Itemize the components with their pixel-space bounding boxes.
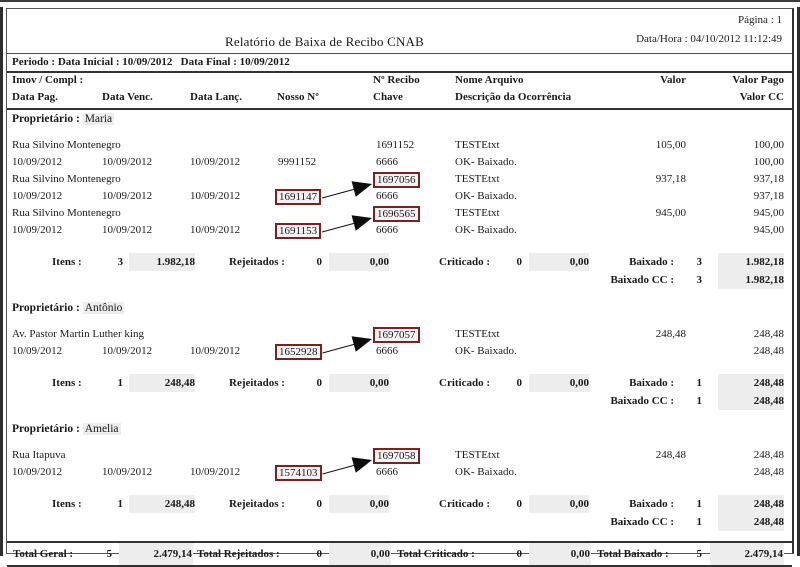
periodo-final: Data Final : 10/09/2012 — [180, 56, 290, 68]
summary-amt-itens: 1.982,18 — [129, 253, 195, 271]
cell-n-recibo-highlighted: 1697057 — [373, 327, 420, 343]
cell-valor-cc: 100,00 — [753, 156, 784, 168]
group-summary-row — [7, 374, 792, 392]
cell-chave: 6666 — [376, 156, 398, 168]
cell-imovel: Av. Pastor Martin Luther king — [12, 328, 144, 340]
grand-amt-total-rejeitados: 0,00 — [329, 543, 391, 565]
cell-chave: 6666 — [376, 190, 398, 202]
window-left-border — [0, 0, 3, 556]
summary-amt-baixado: 1.982,18 — [718, 253, 784, 271]
summary-amt-rejeitados: 0,00 — [329, 495, 389, 513]
cell-nosso-n-highlighted: 1691147 — [275, 189, 321, 205]
table-row — [7, 326, 792, 343]
group-owner-name: Amelia — [84, 423, 119, 435]
col-header-chave: Chave — [373, 91, 403, 103]
cell-n-recibo-highlighted: 1696565 — [373, 206, 420, 222]
group-summary-row — [7, 495, 792, 513]
cell-valor-pago: 248,48 — [753, 449, 784, 461]
cell-nome-arquivo: TESTEtxt — [455, 139, 500, 151]
periodo-inicial: Data Inicial : 10/09/2012 — [57, 56, 173, 68]
summary-amt-baixado-cc: 248,48 — [718, 392, 784, 410]
col-header-valor: Valor — [660, 74, 686, 86]
table-row — [7, 447, 792, 464]
cell-valor-cc: 248,48 — [753, 466, 784, 478]
window-top-border — [0, 0, 800, 7]
col-header-descricao: Descrição da Ocorrência — [455, 91, 572, 103]
summary-qty-rejeitados: 0 — [316, 377, 322, 389]
summary-amt-criticado: 0,00 — [529, 495, 589, 513]
summary-label-baixado: Baixado : — [629, 377, 674, 389]
table-row — [7, 154, 792, 171]
periodo-bar — [7, 54, 792, 71]
summary-label-rejeitados: Rejeitados : — [229, 256, 285, 268]
group-owner-name: Antônio — [84, 302, 123, 314]
group-summary-row — [7, 253, 792, 271]
cell-chave: 6666 — [376, 224, 398, 236]
cell-data-lanc: 10/09/2012 — [190, 345, 241, 357]
summary-qty-baixado-cc: 1 — [696, 395, 702, 407]
grand-label-total-baixado: Total Baixado : — [597, 548, 669, 560]
summary-amt-criticado: 0,00 — [529, 253, 589, 271]
group-summary-row-cc — [7, 392, 792, 410]
grand-qty-total-baixado: 5 — [696, 548, 702, 560]
summary-qty-criticado: 0 — [516, 377, 522, 389]
cell-data-pag: 10/09/2012 — [12, 190, 63, 202]
cell-descricao: OK- Baixado. — [455, 156, 517, 168]
group-owner-label: Proprietário : — [12, 302, 83, 314]
cell-valor: 937,18 — [655, 173, 686, 185]
cell-nome-arquivo: TESTEtxt — [455, 328, 500, 340]
summary-qty-itens: 1 — [117, 498, 123, 510]
col-header-valor-pago: Valor Pago — [732, 74, 784, 86]
cell-imovel: Rua Itapuva — [12, 449, 66, 461]
col-header-n-recibo: Nº Recibo — [373, 74, 420, 86]
cell-descricao: OK- Baixado. — [455, 190, 517, 202]
col-header-nome-arquivo: Nome Arquivo — [455, 74, 524, 86]
cell-chave: 6666 — [376, 345, 398, 357]
cell-descricao: OK- Baixado. — [455, 345, 517, 357]
summary-label-criticado: Criticado : — [439, 498, 491, 510]
summary-qty-rejeitados: 0 — [316, 498, 322, 510]
cell-imovel: Rua Silvino Montenegro — [12, 173, 121, 185]
group-owner-header — [7, 110, 792, 129]
cell-valor: 945,00 — [655, 207, 686, 219]
summary-amt-baixado: 248,48 — [718, 374, 784, 392]
summary-amt-baixado: 248,48 — [718, 495, 784, 513]
datetime-label: Data/Hora : 04/10/2012 11:12:49 — [636, 33, 782, 45]
cell-nome-arquivo: TESTEtxt — [455, 449, 500, 461]
cell-nome-arquivo: TESTEtxt — [455, 173, 500, 185]
summary-label-baixado-cc: Baixado CC : — [610, 395, 674, 407]
summary-qty-baixado: 1 — [696, 498, 702, 510]
cell-nosso-n-highlighted: 1652928 — [275, 344, 322, 360]
grand-qty-total-rejeitados: 0 — [316, 548, 322, 560]
summary-qty-rejeitados: 0 — [316, 256, 322, 268]
summary-label-baixado: Baixado : — [629, 498, 674, 510]
col-header-nosso-n: Nosso Nº — [277, 91, 319, 103]
col-header-data-lanc: Data Lanç. — [190, 91, 242, 103]
cell-data-lanc: 10/09/2012 — [190, 466, 241, 478]
group-owner-label: Proprietário : — [12, 113, 83, 125]
col-header-valor-cc: Valor CC — [739, 91, 784, 103]
cell-data-pag: 10/09/2012 — [12, 156, 63, 168]
summary-qty-baixado-cc: 3 — [696, 274, 702, 286]
summary-label-baixado-cc: Baixado CC : — [610, 274, 674, 286]
group-owner-name: Maria — [84, 113, 113, 125]
cell-data-venc: 10/09/2012 — [102, 466, 153, 478]
periodo-label: Periodo : — [12, 56, 56, 68]
cell-data-lanc: 10/09/2012 — [190, 156, 241, 168]
group-summary-row-cc — [7, 513, 792, 531]
cell-valor-cc: 945,00 — [753, 224, 784, 236]
cell-valor-pago: 945,00 — [753, 207, 784, 219]
report-body — [7, 110, 792, 567]
cell-nosso-n-highlighted: 1574103 — [275, 465, 322, 481]
summary-label-itens: Itens : — [52, 377, 82, 389]
summary-qty-criticado: 0 — [516, 498, 522, 510]
page-number-label: Página : 1 — [738, 14, 782, 26]
cell-n-recibo-highlighted: 1697056 — [373, 172, 420, 188]
table-row — [7, 171, 792, 188]
col-header-data-pag: Data Pag. — [12, 91, 58, 103]
column-headers — [7, 73, 792, 108]
table-row — [7, 222, 792, 239]
summary-label-rejeitados: Rejeitados : — [229, 498, 285, 510]
cell-valor: 105,00 — [655, 139, 686, 151]
summary-amt-baixado-cc: 1.982,18 — [718, 271, 784, 289]
summary-amt-baixado-cc: 248,48 — [718, 513, 784, 531]
cell-valor: 248,48 — [655, 449, 686, 461]
cell-descricao: OK- Baixado. — [455, 224, 517, 236]
report-page — [6, 8, 794, 560]
grand-label-total-geral: Total Geral : — [13, 548, 74, 560]
summary-amt-rejeitados: 0,00 — [329, 374, 389, 392]
grand-label-total-rejeitados: Total Rejeitados : — [197, 548, 280, 560]
cell-data-pag: 10/09/2012 — [12, 224, 63, 236]
cell-imovel: Rua Silvino Montenegro — [12, 207, 121, 219]
summary-amt-criticado: 0,00 — [529, 374, 589, 392]
grand-label-total-criticado: Total Criticado : — [397, 548, 475, 560]
table-row — [7, 205, 792, 222]
summary-label-rejeitados: Rejeitados : — [229, 377, 285, 389]
summary-label-itens: Itens : — [52, 498, 82, 510]
summary-label-criticado: Criticado : — [439, 256, 491, 268]
cell-data-pag: 10/09/2012 — [12, 466, 63, 478]
cell-chave: 6666 — [376, 466, 398, 478]
col-header-data-venc: Data Venc. — [102, 91, 153, 103]
group-owner-header — [7, 420, 792, 439]
cell-nosso-n: 9991152 — [278, 156, 317, 168]
cell-nosso-n-highlighted: 1691153 — [275, 223, 321, 239]
report-header — [7, 9, 792, 53]
grand-amt-total-geral: 2.479,14 — [119, 543, 193, 565]
group-owner-header — [7, 299, 792, 318]
cell-valor-pago: 937,18 — [753, 173, 784, 185]
cell-valor-cc: 248,48 — [753, 345, 784, 357]
summary-qty-baixado-cc: 1 — [696, 516, 702, 528]
cell-data-lanc: 10/09/2012 — [190, 224, 241, 236]
cell-nome-arquivo: TESTEtxt — [455, 207, 500, 219]
cell-valor-pago: 248,48 — [753, 328, 784, 340]
group-owner-label: Proprietário : — [12, 423, 83, 435]
cell-data-venc: 10/09/2012 — [102, 345, 153, 357]
cell-imovel: Rua Silvino Montenegro — [12, 139, 121, 151]
col-header-imov-compl: Imov / Compl : — [12, 74, 84, 86]
grand-amt-total-baixado: 2.479,14 — [710, 543, 784, 565]
summary-amt-rejeitados: 0,00 — [329, 253, 389, 271]
summary-qty-baixado: 3 — [696, 256, 702, 268]
cell-data-venc: 10/09/2012 — [102, 156, 153, 168]
cell-valor-pago: 100,00 — [753, 139, 784, 151]
table-row — [7, 343, 792, 360]
cell-descricao: OK- Baixado. — [455, 466, 517, 478]
summary-label-baixado-cc: Baixado CC : — [610, 516, 674, 528]
cell-n-recibo-highlighted: 1697058 — [373, 448, 420, 464]
grand-qty-total-criticado: 0 — [516, 548, 522, 560]
group-summary-row-cc — [7, 271, 792, 289]
summary-qty-itens: 1 — [117, 377, 123, 389]
cell-valor-cc: 937,18 — [753, 190, 784, 202]
cell-data-venc: 10/09/2012 — [102, 224, 153, 236]
summary-label-criticado: Criticado : — [439, 377, 491, 389]
grand-amt-total-criticado: 0,00 — [529, 543, 591, 565]
grand-qty-total-geral: 5 — [106, 548, 112, 560]
grand-total-row — [7, 543, 792, 565]
summary-label-baixado: Baixado : — [629, 256, 674, 268]
cell-data-venc: 10/09/2012 — [102, 190, 153, 202]
cell-n-recibo: 1691152 — [376, 139, 415, 151]
table-row — [7, 464, 792, 481]
summary-qty-itens: 3 — [117, 256, 123, 268]
cell-valor: 248,48 — [655, 328, 686, 340]
page-title: Relatório de Baixa de Recibo CNAB — [224, 34, 425, 49]
summary-amt-itens: 248,48 — [129, 495, 195, 513]
table-row — [7, 188, 792, 205]
table-row — [7, 137, 792, 154]
cell-data-pag: 10/09/2012 — [12, 345, 63, 357]
summary-amt-itens: 248,48 — [129, 374, 195, 392]
summary-label-itens: Itens : — [52, 256, 82, 268]
cell-data-lanc: 10/09/2012 — [190, 190, 241, 202]
summary-qty-baixado: 1 — [696, 377, 702, 389]
summary-qty-criticado: 0 — [516, 256, 522, 268]
